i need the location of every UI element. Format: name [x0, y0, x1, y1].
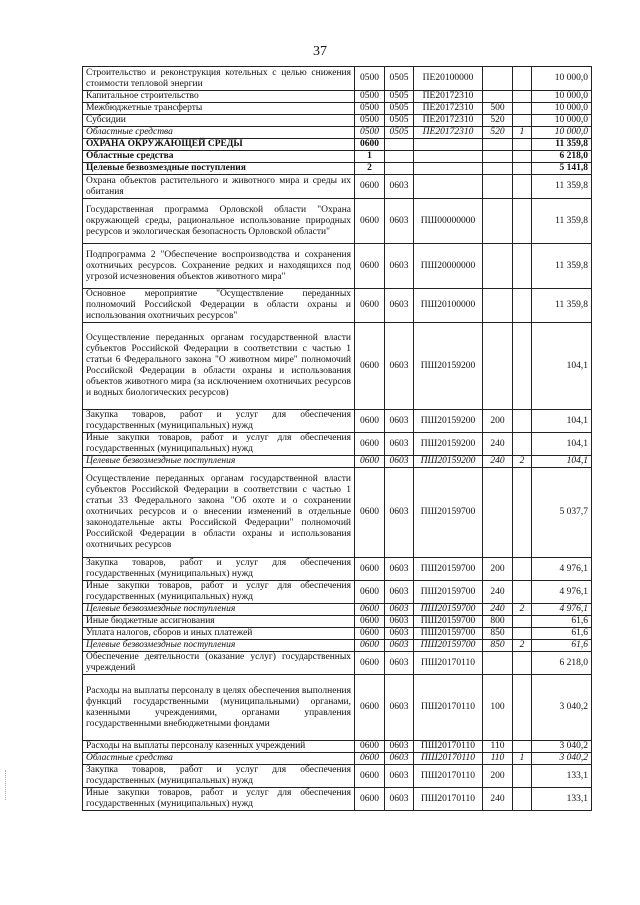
cell-sec: 0600 [355, 410, 385, 433]
cell-csr: ПШ00000000 [414, 199, 483, 244]
cell-csr: ПШ20159700 [414, 604, 483, 616]
budget-table [82, 66, 592, 811]
table-row [83, 640, 592, 652]
table-row [83, 139, 592, 151]
cell-csr: ПШ20159700 [414, 558, 483, 581]
cell-sub: 0603 [385, 765, 414, 788]
cell-name: Областные средства [83, 127, 355, 139]
cell-src [513, 628, 532, 640]
cell-vr [483, 652, 513, 675]
cell-src [513, 433, 532, 456]
cell-sub: 0603 [385, 652, 414, 675]
cell-csr [414, 151, 483, 163]
cell-name: Иные закупки товаров, работ и услуг для обеспечения государственных (муниципальных) нужд [83, 788, 355, 811]
table-row [83, 151, 592, 163]
cell-sec: 0600 [355, 616, 385, 628]
cell-sum: 104,1 [532, 410, 592, 433]
cell-name: Обеспечение деятельности (оказание услуг) государственных учреждений [83, 652, 355, 675]
cell-sum: 4 976,1 [532, 558, 592, 581]
table-row [83, 67, 592, 91]
cell-vr: 500 [483, 103, 513, 115]
cell-sec: 0600 [355, 753, 385, 765]
cell-name: Целевые безвозмездные поступления [83, 456, 355, 468]
cell-src [513, 139, 532, 151]
cell-sum: 61,6 [532, 640, 592, 652]
cell-src [513, 115, 532, 127]
table-row [83, 103, 592, 115]
table-row [83, 91, 592, 103]
cell-sec: 0600 [355, 558, 385, 581]
cell-sum: 4 976,1 [532, 581, 592, 604]
cell-name: Капитальное строительство [83, 91, 355, 103]
cell-sec: 0500 [355, 127, 385, 139]
cell-vr [483, 67, 513, 91]
cell-vr [483, 289, 513, 323]
cell-name: ОХРАНА ОКРУЖАЮЩЕЙ СРЕДЫ [83, 139, 355, 151]
cell-src [513, 103, 532, 115]
cell-src [513, 67, 532, 91]
cell-sub: 0603 [385, 616, 414, 628]
table-row [83, 788, 592, 811]
cell-name: Закупка товаров, работ и услуг для обеспечения государственных (муниципальных) нужд [83, 558, 355, 581]
cell-sec: 0600 [355, 199, 385, 244]
cell-csr: ПШ20159700 [414, 616, 483, 628]
cell-csr: ПШ20000000 [414, 244, 483, 289]
cell-sum: 10 000,0 [532, 91, 592, 103]
cell-name: Целевые безвозмездные поступления [83, 163, 355, 175]
cell-vr: 520 [483, 115, 513, 127]
cell-sec: 0600 [355, 675, 385, 741]
cell-src [513, 675, 532, 741]
cell-sum: 11 359,8 [532, 244, 592, 289]
cell-sub: 0505 [385, 127, 414, 139]
cell-sub: 0603 [385, 244, 414, 289]
cell-sec: 0600 [355, 323, 385, 410]
cell-name: Закупка товаров, работ и услуг для обеспечения государственных (муниципальных) нужд [83, 765, 355, 788]
cell-name: Подпрограмма 2 "Обеспечение воспроизводства и сохранения охотничьих ресурсов. Сохранение редких и находящихся под угрозой исчезновения объектов животного мира" [83, 244, 355, 289]
cell-csr: ПЕ20172310 [414, 127, 483, 139]
cell-sub: 0603 [385, 675, 414, 741]
cell-sum: 10 000,0 [532, 127, 592, 139]
cell-sum: 11 359,8 [532, 139, 592, 151]
cell-csr: ПЕ20172310 [414, 91, 483, 103]
cell-vr [483, 199, 513, 244]
cell-csr: ПШ20170110 [414, 788, 483, 811]
cell-sub: 0505 [385, 67, 414, 91]
cell-vr [483, 163, 513, 175]
cell-src: 2 [513, 604, 532, 616]
cell-sec: 0600 [355, 581, 385, 604]
cell-sum: 10 000,0 [532, 115, 592, 127]
cell-csr: ПШ20159700 [414, 628, 483, 640]
table-row [83, 652, 592, 675]
cell-sec: 0600 [355, 765, 385, 788]
cell-sum: 3 040,2 [532, 753, 592, 765]
cell-sub: 0603 [385, 640, 414, 652]
cell-vr: 240 [483, 604, 513, 616]
cell-sec: 0500 [355, 91, 385, 103]
cell-sub: 0603 [385, 753, 414, 765]
cell-sum: 11 359,8 [532, 289, 592, 323]
cell-src [513, 652, 532, 675]
cell-sec: 0600 [355, 640, 385, 652]
cell-vr: 110 [483, 753, 513, 765]
cell-vr: 200 [483, 410, 513, 433]
table-row [83, 175, 592, 199]
cell-name: Осуществление переданных органам государственной власти субъектов Российской Федерации в соответствии с частью 1 статьи 6 Федерального закона "О животном мире" полномочий Российской Федерации в области охраны и использования объектов животного мира (за исключением охотничьих ресурсов и водных биологических ресурсов) [83, 323, 355, 410]
cell-sub: 0603 [385, 456, 414, 468]
cell-sub [385, 163, 414, 175]
cell-name: Областные средства [83, 151, 355, 163]
cell-name: Целевые безвозмездные поступления [83, 640, 355, 652]
cell-csr: ПШ20170110 [414, 753, 483, 765]
table-row [83, 675, 592, 741]
cell-sub [385, 151, 414, 163]
cell-name: Государственная программа Орловской области "Охрана окружающей среды, рациональное использование природных ресурсов и экологическая безопасность Орловской области" [83, 199, 355, 244]
cell-sum: 104,1 [532, 456, 592, 468]
cell-sum: 104,1 [532, 433, 592, 456]
cell-sum: 4 976,1 [532, 604, 592, 616]
cell-src: 2 [513, 456, 532, 468]
table-row [83, 163, 592, 175]
cell-sum: 5 141,8 [532, 163, 592, 175]
table-row [83, 456, 592, 468]
cell-src [513, 163, 532, 175]
cell-vr [483, 139, 513, 151]
cell-sec: 0600 [355, 652, 385, 675]
cell-csr: ПШ20170110 [414, 652, 483, 675]
cell-sub: 0603 [385, 410, 414, 433]
cell-sub: 0603 [385, 289, 414, 323]
cell-sum: 133,1 [532, 788, 592, 811]
page-number: 37 [313, 44, 327, 59]
margin-mark [5, 770, 10, 800]
cell-sub: 0603 [385, 581, 414, 604]
cell-sum: 61,6 [532, 616, 592, 628]
table-row [83, 199, 592, 244]
cell-src [513, 741, 532, 753]
cell-sec: 0600 [355, 244, 385, 289]
cell-src [513, 616, 532, 628]
table-row [83, 616, 592, 628]
cell-src [513, 91, 532, 103]
cell-sub: 0603 [385, 628, 414, 640]
table-row [83, 410, 592, 433]
cell-vr [483, 151, 513, 163]
cell-vr: 200 [483, 558, 513, 581]
cell-csr: ПЕ20172310 [414, 103, 483, 115]
cell-src [513, 289, 532, 323]
table-row [83, 753, 592, 765]
cell-sec: 0600 [355, 741, 385, 753]
cell-sub [385, 139, 414, 151]
cell-sec: 0600 [355, 139, 385, 151]
cell-sec: 0600 [355, 456, 385, 468]
table-row [83, 741, 592, 753]
cell-sum: 3 040,2 [532, 741, 592, 753]
cell-name: Иные закупки товаров, работ и услуг для обеспечения государственных (муниципальных) нужд [83, 581, 355, 604]
cell-src [513, 765, 532, 788]
cell-sum: 5 037,7 [532, 468, 592, 558]
cell-csr: ПШ20159700 [414, 468, 483, 558]
cell-sum: 10 000,0 [532, 103, 592, 115]
cell-name: Основное мероприятие "Осуществление переданных полномочий Российской Федерации в области охраны и использования охотничьих ресурсов" [83, 289, 355, 323]
cell-name: Иные закупки товаров, работ и услуг для обеспечения государственных (муниципальных) нужд [83, 433, 355, 456]
cell-csr: ПШ20159200 [414, 456, 483, 468]
cell-sub: 0603 [385, 788, 414, 811]
cell-vr: 520 [483, 127, 513, 139]
cell-csr: ПШ20159200 [414, 410, 483, 433]
cell-vr: 850 [483, 628, 513, 640]
cell-vr: 110 [483, 741, 513, 753]
cell-sub: 0603 [385, 433, 414, 456]
cell-src: 1 [513, 127, 532, 139]
cell-csr: ПШ20159700 [414, 581, 483, 604]
cell-sec: 0600 [355, 788, 385, 811]
cell-sub: 0603 [385, 175, 414, 199]
cell-sum: 133,1 [532, 765, 592, 788]
table-row [83, 558, 592, 581]
cell-sub: 0505 [385, 91, 414, 103]
table-row [83, 127, 592, 139]
cell-src [513, 151, 532, 163]
cell-csr [414, 139, 483, 151]
table-row [83, 115, 592, 127]
cell-vr: 240 [483, 581, 513, 604]
cell-vr: 200 [483, 765, 513, 788]
cell-name: Охрана объектов растительного и животного мира и среды их обитания [83, 175, 355, 199]
cell-sec: 0600 [355, 433, 385, 456]
cell-sec: 0500 [355, 67, 385, 91]
cell-csr: ПШ20170110 [414, 741, 483, 753]
cell-csr: ПЕ20100000 [414, 67, 483, 91]
cell-vr: 100 [483, 675, 513, 741]
cell-sum: 6 218,0 [532, 652, 592, 675]
cell-sub: 0505 [385, 103, 414, 115]
cell-name: Строительство и реконструкция котельных с целью снижения стоимости тепловой энергии [83, 67, 355, 91]
cell-src [513, 175, 532, 199]
cell-csr: ПШ20170110 [414, 765, 483, 788]
cell-vr [483, 323, 513, 410]
cell-sum: 3 040,2 [532, 675, 592, 741]
cell-sub: 0603 [385, 323, 414, 410]
cell-csr: ПЕ20172310 [414, 115, 483, 127]
cell-csr [414, 175, 483, 199]
cell-sum: 11 359,8 [532, 175, 592, 199]
cell-sub: 0603 [385, 604, 414, 616]
cell-sec: 0600 [355, 628, 385, 640]
cell-sub: 0603 [385, 741, 414, 753]
cell-csr: ПШ20100000 [414, 289, 483, 323]
cell-sum: 11 359,8 [532, 199, 592, 244]
cell-name: Расходы на выплаты персоналу казенных учреждений [83, 741, 355, 753]
cell-name: Межбюджетные трансферты [83, 103, 355, 115]
cell-sum: 61,6 [532, 628, 592, 640]
cell-sec: 1 [355, 151, 385, 163]
cell-sub: 0603 [385, 558, 414, 581]
cell-src [513, 558, 532, 581]
cell-sec: 2 [355, 163, 385, 175]
cell-name: Уплата налогов, сборов и иных платежей [83, 628, 355, 640]
cell-sub: 0505 [385, 115, 414, 127]
cell-sub: 0603 [385, 468, 414, 558]
cell-src [513, 410, 532, 433]
cell-vr [483, 91, 513, 103]
cell-sec: 0600 [355, 175, 385, 199]
cell-csr [414, 163, 483, 175]
cell-vr [483, 244, 513, 289]
cell-name: Расходы на выплаты персоналу в целях обеспечения выполнения функций государственными (муниципальными) органами, казенными учреждениями, органами управления государственными внебюджетными фондами [83, 675, 355, 741]
cell-src [513, 199, 532, 244]
cell-sec: 0500 [355, 115, 385, 127]
table-row [83, 468, 592, 558]
table-row [83, 628, 592, 640]
cell-sub: 0603 [385, 199, 414, 244]
cell-vr [483, 175, 513, 199]
cell-src [513, 323, 532, 410]
cell-sum: 10 000,0 [532, 67, 592, 91]
cell-sum: 104,1 [532, 323, 592, 410]
cell-name: Областные средства [83, 753, 355, 765]
cell-name: Иные бюджетные ассигнования [83, 616, 355, 628]
cell-sec: 0600 [355, 468, 385, 558]
cell-src [513, 468, 532, 558]
cell-vr: 240 [483, 456, 513, 468]
cell-sec: 0500 [355, 103, 385, 115]
cell-name: Целевые безвозмездные поступления [83, 604, 355, 616]
cell-csr: ПШ20170110 [414, 675, 483, 741]
table-row [83, 289, 592, 323]
table-row [83, 604, 592, 616]
cell-vr: 240 [483, 788, 513, 811]
cell-sec: 0600 [355, 604, 385, 616]
table-row [83, 433, 592, 456]
table-row [83, 244, 592, 289]
budget-table-body [83, 67, 592, 811]
cell-src [513, 581, 532, 604]
cell-name: Субсидии [83, 115, 355, 127]
cell-src [513, 244, 532, 289]
cell-name: Осуществление переданных органам государственной власти субъектов Российской Федерации в соответствии с частью 1 статьи 33 Федерального закона "Об охоте и о сохранении охотничьих ресурсов и о внесении изменений в отдельные законодательные акты Российской Федерации" полномочий Российской Федерации в области охраны и использования охотничьих ресурсов [83, 468, 355, 558]
cell-sum: 6 218,0 [532, 151, 592, 163]
cell-sec: 0600 [355, 289, 385, 323]
cell-src: 2 [513, 640, 532, 652]
cell-vr [483, 468, 513, 558]
table-row [83, 581, 592, 604]
cell-vr: 800 [483, 616, 513, 628]
cell-name: Закупка товаров, работ и услуг для обеспечения государственных (муниципальных) нужд [83, 410, 355, 433]
cell-csr: ПШ20159200 [414, 323, 483, 410]
cell-vr: 850 [483, 640, 513, 652]
cell-vr: 240 [483, 433, 513, 456]
table-row [83, 765, 592, 788]
cell-src [513, 788, 532, 811]
cell-csr: ПШ20159200 [414, 433, 483, 456]
cell-src: 1 [513, 753, 532, 765]
cell-csr: ПШ20159700 [414, 640, 483, 652]
table-row [83, 323, 592, 410]
